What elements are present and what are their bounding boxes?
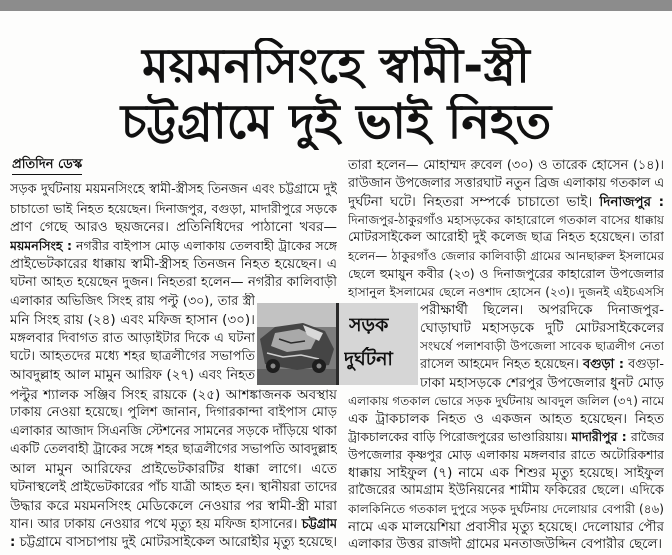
- body-text: ঢাকা মহাসড়কে শেরপুর উপজেলার ধুনট মোড়: [420, 374, 664, 391]
- body-line: [10, 255, 337, 274]
- body-line: [420, 337, 664, 355]
- body-text: সড়ক দুর্ঘটনায় ময়মনসিংহে স্বামী-স্ত্রীসহ তিনজন এবং চট্টগ্রামে দুই: [10, 182, 337, 197]
- body-line: [348, 482, 664, 500]
- body-text: মঙ্গলবার দিবাগত রাত আড়াইটার দিকে এ ঘটনা: [10, 330, 255, 346]
- body-text: প্রাইভেটকারের ধাক্কায় স্বামী-স্ত্রীসহ তিনজন নিহত হয়েছেন। এ: [10, 256, 337, 273]
- body-line: [10, 423, 337, 442]
- body-text: ঘটনা আহত হয়েছেন দুজন। নিহতরা হলেন— নগরীর কালিবাড়ী: [10, 274, 337, 290]
- body-line: [10, 311, 255, 330]
- byline: প্রতিদিন ডেস্ক: [12, 156, 82, 175]
- body-line: [348, 410, 664, 428]
- body-text: প্রাণ গেছে আরও ছয়জনের। প্রতিনিধিদের পাঠানো খবর—: [10, 219, 337, 236]
- body-line: [10, 237, 337, 256]
- body-text: ঘটে। আহতদের মধ্যে শহর ছাত্রলীগের সভাপতি: [10, 349, 255, 365]
- headline: [40, 38, 632, 150]
- body-line: [348, 229, 664, 247]
- dateline-label: ময়মনসিংহ :: [10, 237, 72, 253]
- body-line: [10, 479, 337, 498]
- photo-label-line-2: দুর্ঘটনা: [344, 348, 393, 370]
- body-text: কালকিনিতে গতকাল দুপুরে সড়ক দুর্ঘটনায় দেলোয়ার বেপারী (৪৬): [348, 501, 664, 516]
- top-gray-strip: [0, 0, 672, 11]
- body-text: রাউজান উপজেলার সত্তারঘাট নতুন ব্রিজ এলাকায় গতকাল এ: [348, 176, 664, 192]
- body-text: নগরীর বাইপাস মোড় এলাকায় তেলবাহী ট্রাকের সঙ্গে: [71, 237, 337, 253]
- body-text: রাজৈরের আমগ্রাম ইউনিয়নের শামীম ফকিরের ছেলে। এদিকে: [348, 482, 664, 498]
- body-line: [420, 319, 664, 337]
- body-line: [348, 464, 664, 482]
- body-line: [10, 274, 337, 293]
- body-text: তারা হলেন— মোহাম্মদ রুবেল (৩০) ও তারেক হোসেন (১৪)।: [348, 158, 664, 173]
- body-line: [348, 446, 664, 464]
- body-text: একটি তেলবাহী ট্রাকের সঙ্গে শহর ছাত্রলীগের সভাপতি আবদুল্লাহ: [10, 442, 337, 458]
- body-line: [420, 374, 664, 392]
- body-line: [348, 536, 664, 554]
- photo-label-line-1: সড়ক: [349, 314, 389, 336]
- body-text: এলাকার অভিজিৎ সিংহ রায় পল্টু (৩০), তার স্ত্রী: [10, 293, 255, 309]
- body-text: আবদুল্লাহ আল মামুন আরিফ (২৭) এবং নিহত: [10, 367, 255, 383]
- body-text: ধাক্কায় সাইফুল (৭) নামে এক শিশুর মৃত্যু হয়েছে। সাইফুল: [348, 464, 664, 481]
- body-line: [10, 181, 337, 200]
- body-line: [348, 211, 664, 229]
- dateline-label: বগুড়া :: [583, 356, 624, 372]
- body-text: নামে এক মালয়েশিয়া প্রবাসীর মৃত্যু হয়েছে। দেলোয়ার পৌর: [348, 518, 664, 535]
- body-line: [348, 518, 664, 536]
- body-text: রাজৈর: [626, 429, 664, 444]
- body-text: ট্রাকচালকের বাড়ি পিরোজপুরের ভাণ্ডারিয়ায়।: [348, 429, 572, 444]
- accident-photo: [257, 303, 336, 385]
- photo-hub-right: [317, 364, 322, 369]
- dateline-label: দিনাজপুর :: [599, 194, 664, 211]
- dateline-label: চট্টগ্রাম: [301, 516, 337, 532]
- body-line: [10, 404, 337, 423]
- body-text: রাসেল আহমেদ নিহত হয়েছেন।: [420, 356, 584, 372]
- body-text: উদ্ধার করে ময়মনসিংহ মেডিকেলে নেওয়ার পর স্বামী-স্ত্রী মারা: [10, 498, 337, 515]
- dateline-label: :: [10, 535, 16, 551]
- body-line: [348, 193, 664, 211]
- body-text: মনি সিংহ রায় (২৪) এবং মফিজ হাসান (৩০)।: [10, 312, 255, 329]
- body-text: দিনাজপুর-ঠাকুরগাঁও মহাসড়কের কাহারোলে গতকাল বাসের ধাক্কায়: [348, 213, 664, 228]
- body-text: উপজেলার কৃষ্ণপুর মোড় এলাকায় মঙ্গলবার রাতে অটোরিকশার: [348, 446, 664, 462]
- body-text: এলাকার আজাদ সিএনজি স্টেশনের সামনের সড়কে দাঁড়িয়ে থাকা: [10, 423, 337, 439]
- body-line: [348, 500, 664, 518]
- body-line: [10, 497, 337, 516]
- body-text: আল মামুন আরিফের প্রাইভেটকারটির ধাক্কা লাগে। এতে: [10, 460, 337, 477]
- body-line: [10, 348, 255, 367]
- body-text: ঘটনাস্থলেই প্রাইভেটকারের পাঁচ যাত্রী আহত হন। স্থানীয়রা তাদের: [10, 479, 337, 495]
- body-line: [348, 283, 664, 301]
- body-line: [10, 386, 337, 405]
- headline-line-2: চট্টগ্রামে দুই ভাই নিহত: [120, 94, 552, 150]
- body-line: [348, 157, 664, 175]
- body-text: এলাকায় গতকাল ভোরে সড়ক দুর্ঘটনায় আবদুল জলিল (৩৭) নামে: [348, 393, 664, 408]
- body-text: ঢাকায় নেওয়া হয়েছে। পুলিশ জানান, দিগারকান্দা বাইপাস মোড়: [10, 405, 337, 421]
- body-text: এলাকার উত্তর রাজদী গ্রামের মনতাজউদ্দিন বেপারীর ছেলে।: [348, 536, 663, 552]
- body-line: [10, 534, 337, 553]
- body-line: [348, 175, 664, 193]
- body-line: [348, 428, 664, 446]
- body-text: পরীক্ষার্থী ছিলেন। অপরদিকে দিনাজপুর-: [420, 302, 664, 319]
- photo-hub-left: [271, 364, 276, 369]
- body-line: [348, 247, 664, 265]
- body-line: [10, 460, 337, 479]
- body-text: দুর্ঘটনা ঘটে। নিহতরা সম্পর্কে চাচাতো ভাই।: [348, 194, 600, 211]
- body-text: সংঘর্ষে পলাশবাড়ী উপজেলা সাবেক ছাত্রলীগ নেতা: [420, 339, 664, 354]
- body-line: [10, 330, 255, 349]
- body-line: [10, 200, 337, 219]
- body-text: হলেন— ঠাকুরগাঁও জেলার কালিবাড়ী গ্রামের আনছারুল ইসলামের: [348, 249, 664, 264]
- body-line: [420, 356, 664, 374]
- body-line: [10, 367, 255, 386]
- body-line: [10, 218, 337, 237]
- body-line: [10, 516, 337, 535]
- body-line: [10, 293, 255, 312]
- body-text: পল্টুর শ্যালক সঞ্জিব সিংহ রায়কে (২৫) আশঙ্কাজনক অবস্থায়: [10, 386, 337, 403]
- body-line: [10, 441, 337, 460]
- body-text: হাসানুল ইসলামের ছেলে নওশাদ হোসেন (২৩)। দুজনই এইচএসসি: [348, 285, 664, 300]
- photo-block: [257, 303, 418, 385]
- photo-sky: [257, 303, 336, 327]
- body-text: চট্টগ্রামে বাসচাপায় দুই মোটরসাইকেল আরোহীর মৃত্যু হয়েছে।: [15, 535, 337, 551]
- dateline-label: মাদারীপুর :: [571, 429, 627, 444]
- photo-label-box: [336, 303, 418, 385]
- body-text: বগুড়া-: [623, 356, 664, 372]
- body-text: মোটরসাইকেল আরোহী দুই কলেজ ছাত্র নিহত হয়েছেন। তারা: [348, 230, 664, 246]
- body-text: ছেলে হুমায়ুন কবীর (২৩) ও দিনাজপুরের কাহারোল উপজেলার: [348, 266, 664, 282]
- body-text: চাচাতো ভাই নিহত হয়েছেন। দিনাজপুর, বগুড়া, মাদারীপুরে সড়কে: [10, 200, 337, 216]
- body-text: এক ট্রাকচালক নিহত ও একজন আহত হয়েছেন। নিহত: [348, 410, 664, 427]
- body-line: [348, 265, 664, 283]
- body-text: যান। আর ঢাকায় নেওয়ার পথে মৃত্যু হয় মফিজ হাসানের।: [10, 516, 302, 532]
- headline-line-1: ময়মনসিংহে স্বামী-স্ত্রী: [142, 38, 530, 94]
- body-line: [420, 301, 664, 319]
- body-text: ঘোড়াঘাট মহাসড়কে দুটি মোটরসাইকেলের: [420, 320, 664, 337]
- body-line: [348, 392, 664, 410]
